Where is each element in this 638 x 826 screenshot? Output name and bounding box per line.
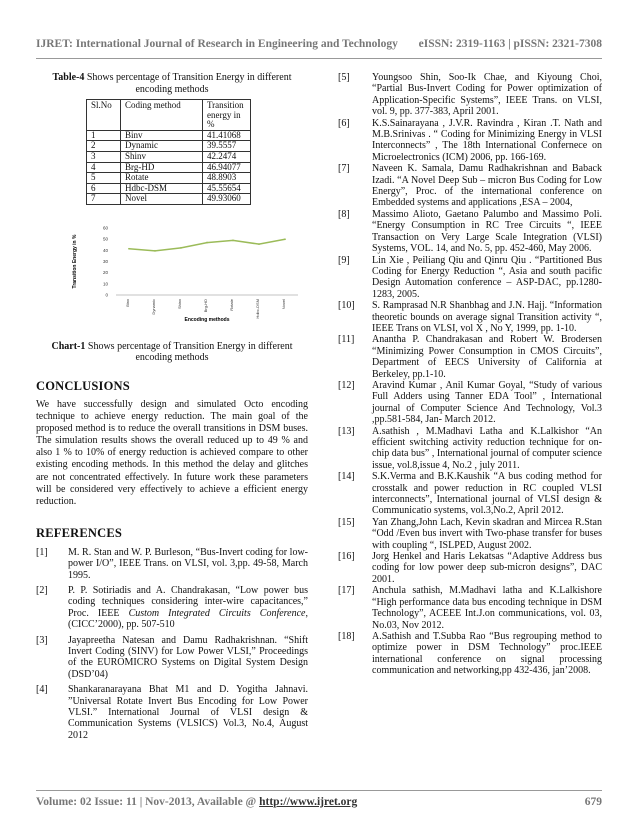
- table-cell: Hdbc-DSM: [121, 183, 203, 194]
- data-point: [206, 242, 208, 244]
- reference-text-italic: Custom Integrated Circuits Conference: [128, 607, 306, 619]
- table-cell: 46.94077: [203, 162, 251, 173]
- footer-volume-text: Volume: 02 Issue: 11 | Nov-2013, Available @: [36, 796, 260, 808]
- table-cell: 45.55654: [203, 183, 251, 194]
- reference-text: Naveen K. Samala, Damu Radhakrishnan and Baback Izadi. “A Novel Deep Sub – micron Bus Coding for Low Energy”, Proc. of the international conference on Embedded systems and applications ,ESA – 2004,: [372, 163, 602, 209]
- chart-svg: [68, 223, 304, 323]
- reference-item: [338, 163, 602, 209]
- table-cell: 42.2474: [203, 151, 251, 162]
- table-cell: Shinv: [121, 151, 203, 162]
- table-row: [87, 162, 251, 173]
- reference-item: [338, 517, 602, 551]
- table-cell: Dynamic: [121, 141, 203, 152]
- reference-number: [11]: [338, 334, 355, 346]
- reference-item: [338, 334, 602, 380]
- y-tick-label: 0: [105, 292, 108, 298]
- references-left-list: [36, 547, 308, 742]
- reference-text: Aravind Kumar , Anil Kumar Goyal, “Study of various Full Adders using Tanner EDA Tool” , International journal of Computer Science And Technology, Vol.3 ,pp.581-584, Jan- March 2012.: [372, 379, 602, 426]
- table-cell: 48.8903: [203, 173, 251, 184]
- reference-text: S. Ramprasad N.R Shanbhag and J.N. Hajj. “Information theoretic bounds on average signal Transition activity “, IEEE Trans on VLSI, vol X , No Y, 1999, pp. 1-10.: [372, 300, 602, 334]
- data-point: [232, 239, 234, 241]
- x-tick-label: Rotate: [229, 298, 234, 311]
- reference-item: [36, 635, 308, 681]
- y-tick-label: 10: [102, 281, 108, 287]
- data-point: [154, 250, 156, 252]
- reference-text: Anantha P. Chandrakasan and Robert W. Brodersen “Minimizing Power Consumption in CMOS Circuits”, Department of EECS University of California at Berkeley, pp.1-10.: [372, 334, 602, 380]
- reference-item: [338, 118, 602, 164]
- right-column: [338, 72, 602, 677]
- table-row: [87, 183, 251, 194]
- col-header-method: Coding method: [121, 100, 203, 131]
- y-tick-label: 30: [102, 258, 108, 264]
- y-tick-label: 20: [102, 270, 108, 276]
- data-point: [284, 238, 286, 240]
- col-header-slno: Sl.No: [87, 100, 121, 131]
- footer-volume: [36, 796, 357, 808]
- data-point: [258, 243, 260, 245]
- table-row: [87, 151, 251, 162]
- reference-text: Lin Xie , Peiliang Qiu and Qinru Qiu . “Partitioned Bus Coding for Energy Reduction “, Asia and south pacific Design Automation conference – ASP-DAC, pp.1280-1283, 2005.: [372, 254, 602, 300]
- transition-energy-table: [86, 99, 251, 205]
- reference-item: [338, 255, 602, 301]
- conclusions-heading: CONCLUSIONS: [36, 378, 130, 393]
- x-tick-label: Brg-HD: [203, 298, 208, 313]
- journal-title: IJRET: International Journal of Research in Engineering and Technology: [36, 38, 398, 50]
- table-row: [87, 194, 251, 205]
- reference-number: [18]: [338, 630, 355, 642]
- table4-caption-label: Table-4: [52, 72, 85, 83]
- reference-number: [8]: [338, 208, 350, 220]
- col-header-energy: Transition energy in %: [203, 100, 251, 131]
- reference-number: [1]: [36, 546, 48, 558]
- reference-text: Yan Zhang,John Lach, Kevin skadran and Mircea R.Stan “Odd /Even bus invert with Two-phase transfer for buses with coupling “, ISLPED, August 2002.: [372, 516, 602, 551]
- table-cell: 49.93060: [203, 194, 251, 205]
- reference-text: A.Sathish and T.Subba Rao “Bus regrouping method to optimize power in DSM Technology” proc.IEEE international conference on signal processing communication and networking,pp 432-436, jan’2008.: [372, 630, 602, 677]
- table4-caption-text: Shows percentage of Transition Energy in different encoding methods: [84, 72, 292, 95]
- y-axis-label: Transition Energy in %: [72, 234, 78, 289]
- reference-text: A.sathish , M.Madhavi Latha and K.Lalkishor “An efficient switching activity reduction technique for on-chip data bus” , International journal of computer science issue, vol.8,issue 4, No.2 , july 2011.: [372, 425, 602, 471]
- reference-item: [36, 585, 308, 631]
- reference-item: [338, 426, 602, 472]
- table-cell: 5: [87, 173, 121, 184]
- table-cell: Brg-HD: [121, 162, 203, 173]
- footer-divider: [36, 790, 602, 791]
- reference-item: [338, 300, 602, 334]
- x-axis-label: Encoding methods: [184, 316, 230, 323]
- table4-caption: [36, 72, 308, 95]
- table-cell: 1: [87, 130, 121, 141]
- reference-number: [2]: [36, 585, 48, 596]
- reference-item: [338, 585, 602, 631]
- reference-text: Jorg Henkel and Haris Lekatsas “Adaptive Address bus coding for low power deep sub-micron designs”, DAC 2001.: [372, 551, 602, 585]
- table-row: [87, 130, 251, 141]
- conclusions-text: We have successfully design and simulated Octo encoding technique to achieve energy reduction. The main goal of the proposed method is to reduce the overall transitions in DSM buses. The simulation results shows the overall reduced up to 49 % and also 1 % to 10% of energy reduction is achieved compare to other existing encoding methods. In this method the delay and glitches are not concentrated effectively. In future work these parameters will be considered very effectively to achieve a efficient energy reduction.: [36, 398, 308, 507]
- table-cell: 6: [87, 183, 121, 194]
- table-cell: 3: [87, 151, 121, 162]
- transition-energy-chart: [68, 223, 304, 323]
- table-cell: Binv: [121, 130, 203, 141]
- reference-item: [338, 72, 602, 118]
- chart1-caption-label: Chart-1: [51, 340, 86, 352]
- x-tick-label: Shinv: [177, 298, 182, 309]
- x-tick-label: Hdbc-DSM: [255, 298, 260, 319]
- reference-number: [12]: [338, 379, 355, 391]
- reference-item: [338, 551, 602, 585]
- reference-number: [7]: [338, 163, 350, 175]
- reference-text: Shankaranarayana Bhat M1 and D. Yogitha Jahnavi. ”Universal Rotate Invert Bus Encoding for Low Power VLSI.” International Journal of VLSI design & Communication Systems (VLSICS) Vol.3, No.4, August 2012: [68, 684, 308, 741]
- page-number: 679: [584, 796, 602, 808]
- reference-number: [16]: [338, 551, 355, 563]
- reference-text: M. R. Stan and W. P. Burleson, “Bus-Invert coding for low-power I/O”, IEEE Trans. on VLSI, vol. 3,pp. 49-58, March 1995.: [68, 546, 308, 581]
- table-cell: 39.5557: [203, 141, 251, 152]
- page-header: [36, 38, 602, 50]
- reference-text: Anchula sathish, M.Madhavi latha and K.Lalkishore “High performance data bus encoding technique in DSM Technology”, ACEEE Int.J.on communications, vol. 03, No.03, Nov 2012.: [372, 585, 602, 631]
- references-heading: REFERENCES: [36, 525, 123, 540]
- reference-text: Massimo Alioto, Gaetano Palumbo and Massimo Poli. “Energy Consumption in RC Tree Circuits “, IEEE Transaction on Very Large Scale Integration (VLSI) Systems, VOL. 14, and No. 5, pp. 452-460, May 2006.: [372, 208, 602, 255]
- reference-number: [6]: [338, 117, 350, 129]
- reference-text: K.S.Sainarayana , J.V.R. Ravindra , Kiran .T. Nath and M.B.Srinivas . “ Coding for Minimizing Energy in VLSI Interconnects” , The 18th International Confernece on Microelectronics (ICM) 2006, pp. 166-169.: [372, 117, 602, 163]
- reference-number: [14]: [338, 471, 355, 483]
- table-cell: 4: [87, 162, 121, 173]
- table-row: [87, 141, 251, 152]
- reference-text: Jayapreetha Natesan and Damu Radhakrishnan. “Shift Invert Coding (SINV) for Low Power VLSI,” Proceedings of the EUROMICRO Systems on Digital System Design (DSD’04): [68, 634, 308, 680]
- table-header-row: [87, 100, 251, 131]
- table-cell: 7: [87, 194, 121, 205]
- reference-item: [36, 684, 308, 741]
- data-point: [180, 247, 182, 249]
- left-column: [36, 72, 308, 741]
- table-cell: 41.41068: [203, 130, 251, 141]
- journal-link[interactable]: http://www.ijret.org: [259, 796, 358, 808]
- header-divider: [36, 58, 602, 59]
- reference-number: [15]: [338, 516, 355, 528]
- table-cell: Novel: [121, 194, 203, 205]
- reference-number: [9]: [338, 254, 350, 266]
- x-tick-label: Binv: [125, 298, 130, 307]
- reference-number: [3]: [36, 634, 48, 646]
- reference-number: [4]: [36, 684, 48, 696]
- y-tick-label: 60: [102, 225, 108, 231]
- y-tick-label: 40: [102, 247, 108, 253]
- reference-number: [17]: [338, 585, 355, 597]
- reference-number: [13]: [338, 425, 355, 437]
- reference-item: [338, 471, 602, 517]
- reference-number: [10]: [338, 300, 355, 312]
- reference-item: [36, 547, 308, 581]
- chart1-caption: [36, 341, 308, 364]
- table-row: [87, 173, 251, 184]
- data-point: [128, 248, 130, 250]
- reference-text: Youngsoo Shin, Soo-Ik Chae, and Kiyoung Choi, “Partial Bus-Invert Coding for Power optimization of Application-Specific Systems”, IEEE Trans. on VLSI, vol. 9, pp. 377-383, April 2001.: [372, 72, 602, 118]
- table-cell: 2: [87, 141, 121, 152]
- page-footer: [36, 796, 602, 808]
- reference-text: [68, 585, 308, 631]
- reference-text-part: , (CICC’2000), pp. 507-510: [68, 607, 308, 631]
- x-tick-label: Dynamic: [151, 298, 156, 315]
- reference-number: [5]: [338, 72, 350, 83]
- reference-item: [338, 380, 602, 426]
- reference-item: [338, 209, 602, 255]
- chart1-caption-text: Shows percentage of Transition Energy in different encoding methods: [85, 340, 293, 364]
- issn-text: eISSN: 2319-1163 | pISSN: 2321-7308: [418, 38, 602, 50]
- x-tick-label: Novel: [281, 298, 286, 310]
- reference-text: S.K.Verma and B.K.Kaushik “A bus coding method for crosstalk and power reduction in RC coupled VLSI interconnects”, International journal of VLSI design & Communicatio systems, vol.3,No.2, April 2012.: [372, 471, 602, 517]
- y-tick-label: 50: [102, 236, 108, 242]
- table-cell: Rotate: [121, 173, 203, 184]
- series-line: [129, 239, 285, 251]
- reference-text-part: P. P. Sotiriadis and A. Chandrakasan, “Low power bus coding techniques considering inter-wire capacitances,” Proc. IEEE: [68, 585, 308, 619]
- reference-item: [338, 631, 602, 677]
